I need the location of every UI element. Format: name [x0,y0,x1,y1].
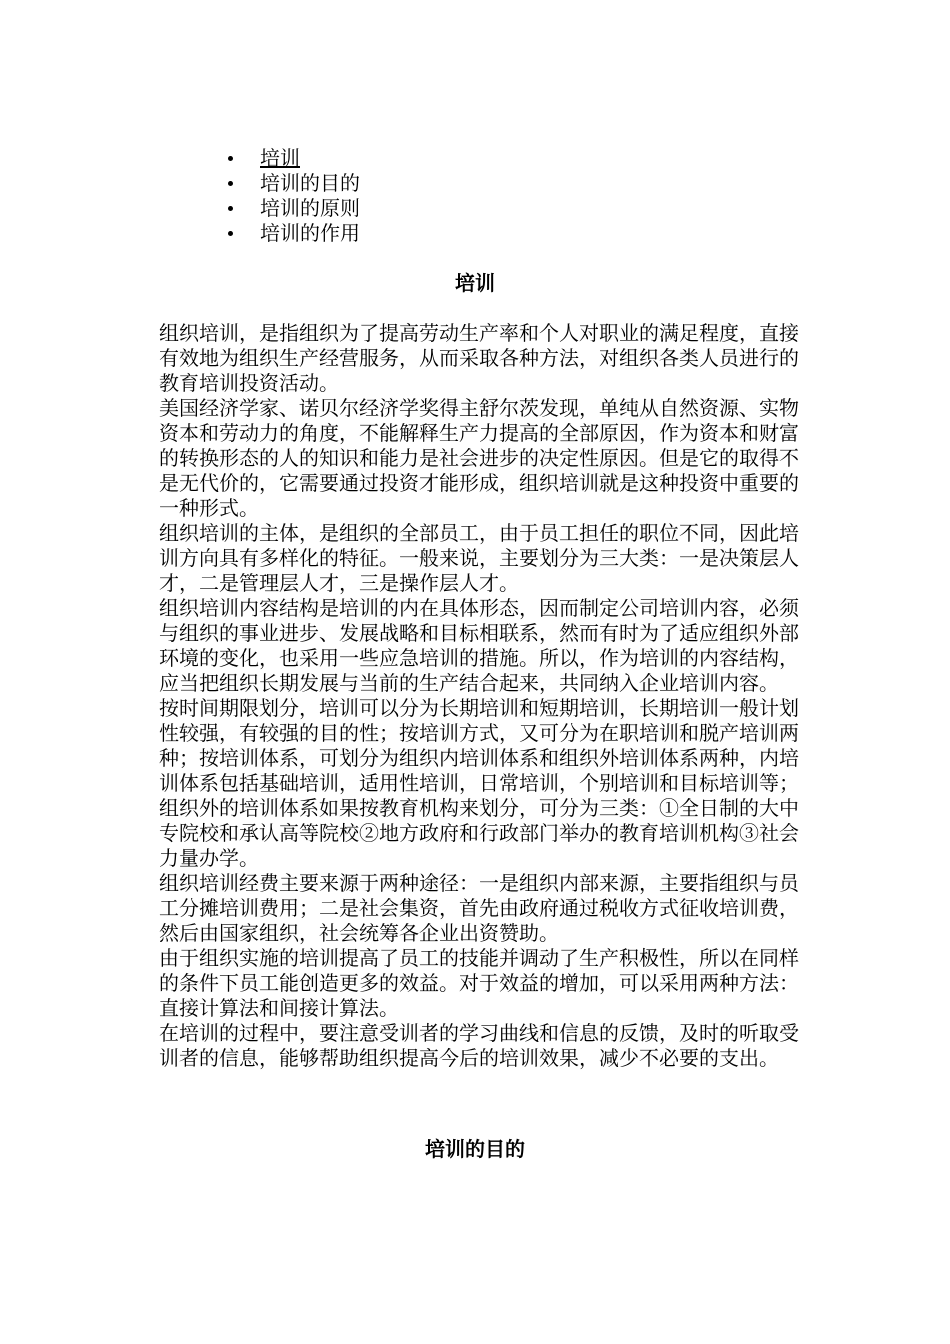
toc-label-training-principles: 培训的原则 [260,196,360,220]
paragraph: 组织培训内容结构是培训的内在具体形态，因而制定公司培训内容，必须与组织的事业进步、发展战略和目标相联系，然而有时为了适应组织外部环境的变化，也采用一些应急培训的措施。所以，作为培训的内容结构，应当把组织长期发展与当前的生产结合起来，共同纳入企业培训内容。 [159,596,799,695]
table-of-contents [228,146,360,246]
bullet-icon [228,231,233,236]
paragraph: 组织培训的主体，是组织的全部员工，由于员工担任的职位不同，因此培训方向具有多样化的特征。一般来说，主要划分为三大类：一是决策层人才，二是管理层人才，三是操作层人才。 [159,521,799,595]
section-body-training [159,321,799,1071]
paragraph: 美国经济学家、诺贝尔经济学奖得主舒尔茨发现，单纯从自然资源、实物资本和劳动力的角度，不能解释生产力提高的全部原因，作为资本和财富的转换形态的人的知识和能力是社会进步的决定性原因。但是它的取得不是无代价的，它需要通过投资才能形成，组织培训就是这种投资中重要的一种形式。 [159,396,799,520]
toc-label-training-purpose: 培训的目的 [260,171,360,195]
paragraph: 在培训的过程中，要注意受训者的学习曲线和信息的反馈，及时的听取受训者的信息，能够帮助组织提高今后的培训效果，减少不必要的支出。 [159,1021,799,1070]
bullet-icon [228,156,233,161]
toc-item-training-principles [228,196,360,221]
paragraph: 按时间期限划分，培训可以分为长期培训和短期培训，长期培训一般计划性较强，有较强的目的性；按培训方式，又可分为在职培训和脱产培训两种；按培训体系，可划分为组织内培训体系和组织外培训体系两种，内培训体系包括基础培训，适用性培训，日常培训，个别培训和目标培训等；组织外的培训体系如果按教育机构来划分，可分为三类：①全日制的大中专院校和承认高等院校②地方政府和行政部门举办的教育培训机构③社会力量办学。 [159,696,799,870]
paragraph: 由于组织实施的培训提高了员工的技能并调动了生产积极性，所以在同样的条件下员工能创造更多的效益。对于效益的增加，可以采用两种方法：直接计算法和间接计算法。 [159,946,799,1020]
toc-item-training-purpose [228,171,360,196]
paragraph: 组织培训经费主要来源于两种途径：一是组织内部来源，主要指组织与员工分摊培训费用；二是社会集资，首先由政府通过税收方式征收培训费，然后由国家组织，社会统筹各企业出资赞助。 [159,871,799,945]
toc-label-training-role: 培训的作用 [260,221,360,245]
bullet-icon [228,181,233,186]
toc-item-training-role [228,221,360,246]
toc-item-training[interactable] [228,146,360,171]
section-heading-training-purpose: 培训的目的 [425,1137,525,1161]
bullet-icon [228,206,233,211]
section-heading-training: 培训 [455,271,495,295]
paragraph: 组织培训，是指组织为了提高劳动生产率和个人对职业的满足程度，直接有效地为组织生产经营服务，从而采取各种方法，对组织各类人员进行的教育培训投资活动。 [159,321,799,395]
toc-link-training[interactable]: 培训 [260,146,300,170]
